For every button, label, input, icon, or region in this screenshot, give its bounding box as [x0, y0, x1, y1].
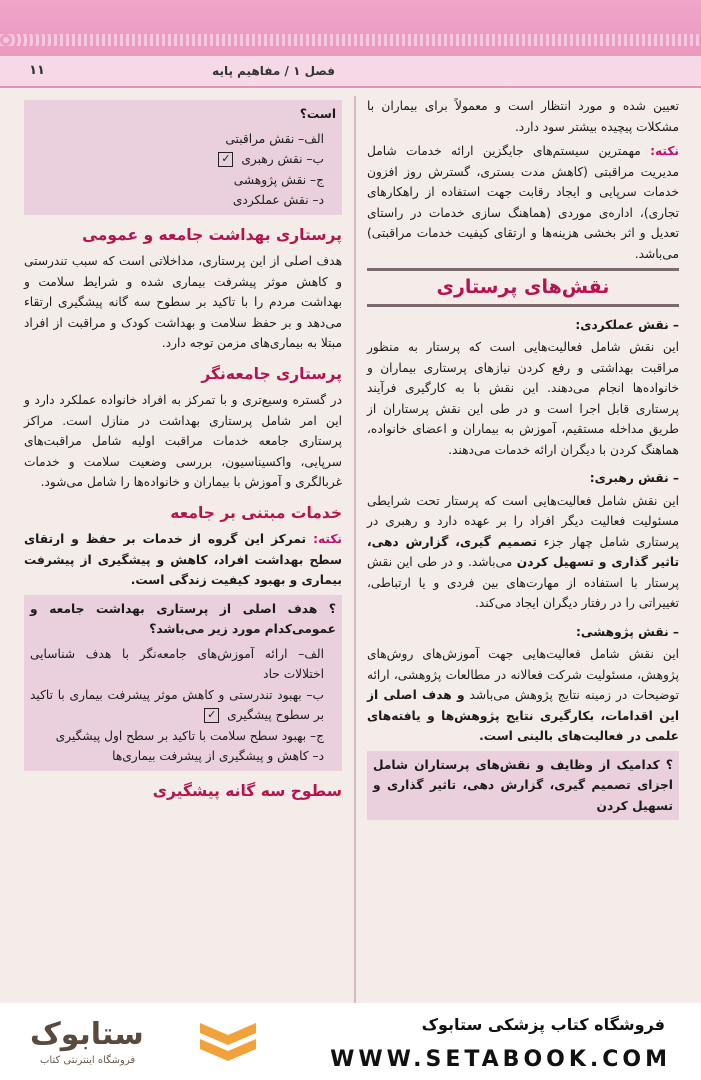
q2-option-b	[30, 685, 336, 726]
left-column	[24, 96, 342, 1003]
book-logo-icon	[196, 1015, 260, 1069]
question2-box	[24, 595, 342, 771]
q2-option-b-text: ب– بهبود تندرستی و کاهش موثر پیشرفت بیماری با تاکید بر سطوح پیشگیری	[30, 687, 324, 722]
section-rule-top	[367, 268, 679, 271]
section-title: نقش‌های پرستاری	[436, 276, 610, 298]
note2-paragraph	[24, 529, 342, 591]
section3-title: خدمات مبتنی بر جامعه	[170, 503, 342, 522]
logo-text: ستابوک	[30, 1017, 144, 1052]
question-box: ؟ کدامیک از وظایف و نقش‌های پرستاران شامل اجزای تصمیم گیری، گزارش دهی، تاثیر گذاری و تسهیل کردن	[367, 751, 679, 821]
option-d: د– نقش عملکردی	[232, 193, 324, 207]
note-text: مهمترین سیستم‌های جایگزین ارائه خدمات شامل مدیریت مراقبتی (کاهش مدت بستری، گسترش روز افزون خدمات سرپایی و ایجاد رقابت جهت استفاده از راهکارهای تجاری)، اداره‌ی موردی (هماهنگ سازی خدمات در راستای تعدیل و اثر بخشی هزینه‌ها و ارتقای کیفیت خدمات مراقبتی) می‌باشد.	[367, 144, 679, 261]
question2-text: ؟ هدف اصلی از پرستاری بهداشت جامعه و عمومی‌کدام مورد زیر می‌باشد؟	[30, 601, 336, 636]
section2-title: پرستاری جامعه‌نگر	[201, 364, 342, 383]
section2-text: در گستره وسیع‌تری و با تمرکز به افراد خانواده عملکرد دارد و این امر شامل پرستاری بهداشت در منازل است. مراکز پرستاری جامعه خدمات مراقبت اولیه شامل مراقبت‌های سرپایی، واکسیناسیون، بررسی وضعیت سلامت و خدمات غربالگری و آموزش با بیماران و خانواده‌ها را شامل می‌شود.	[24, 393, 342, 489]
q2-option-d: د– کاهش و پیشگیری از پیشرفت بیماری‌ها	[112, 749, 324, 763]
note2-tag: نکته:	[313, 532, 342, 546]
note2-text: تمرکز این گروه از خدمات بر حفظ و ارتقای سطح بهداشت افراد، کاهش و پیشگیری از پیشرفت بیماری و بهبود کیفیت زندگی است.	[24, 532, 342, 587]
section-rule-bottom	[367, 304, 679, 307]
chapter-title: فصل ۱ / مفاهیم پایه	[212, 64, 335, 78]
checkmark-icon: ✓	[204, 708, 219, 723]
role2-text-b: می‌باشد. و در طی این نقش پرستار با استفاده از مهارت‌های بین فردی و یا ارتباطی، تغییراتی را در رفتار دیگران ایجاد می‌کند.	[367, 555, 679, 610]
logo-subtitle: فروشگاه اینترنتی کتاب	[40, 1055, 136, 1066]
role3-bold: و هدف اصلی از این اقدامات، بکارگیری نتایج پژوهش‌ها و یافته‌های علمی در فعالیت‌های بالینی است.	[367, 688, 679, 743]
store-url[interactable]: WWW.SETABOOK.COM	[330, 1047, 671, 1072]
question-tail: است؟	[299, 107, 336, 121]
role1-text: این نقش شامل فعالیت‌هایی است که پرستار به منظور مراقبت بهداشتی و رفع کردن نیازهای پرستاری بیماران و خانواده‌ها انجام می‌دهند. این نقش با به کارگیری فرآیند پرستاری قابل اجرا است و در طی این نقش پرستاران از طریق مداخله مستقیم، آموزش به بیماران و اعضای خانواده، هماهنگ کردن با دیگران ارائه خدمات می‌دهند.	[367, 340, 679, 457]
section4-title: سطوح سه گانه پیشگیری	[152, 781, 342, 800]
store-name: فروشگاه کتاب پزشکی ستابوک	[421, 1015, 665, 1034]
intro-text: تعیین شده و مورد انتظار است و معمولاً برای بیماران با مشکلات پیچیده بیشتر سود دارد.	[367, 99, 679, 134]
role2-text-a: این نقش شامل فعالیت‌هایی است که پرستار تحت شرایطی مسئولیت فعالیت دیگر افراد را بر عهده دارد و رهبری در پرستاری شامل چهار جزء	[367, 493, 679, 549]
role2-bold: تصمیم گیری، گزارش دهی، تاثیر گذاری و تسهیل کردن	[367, 534, 680, 569]
checkmark-icon: ✓	[218, 152, 233, 167]
role2-title: – نقش رهبری:	[589, 471, 679, 485]
role2-paragraph	[367, 491, 679, 614]
section1-text: هدف اصلی از این پرستاری، مداخلاتی است که سبب تندرستی و کاهش موثر پیشرفت بیماری شده و شرایط سلامت و بهداشت مردم را با تاکید بر سطوح سه گانه پیشگیری ارتقاء می‌دهد و بر حفظ سلامت و بهداشت کودک و مراقبت از افراد مبتلا به بیماری‌های مزمن توجه دارد.	[24, 254, 342, 350]
option-a: الف– نقش مراقبتی	[225, 131, 324, 146]
section1-title: پرستاری بهداشت جامعه و عمومی	[82, 225, 342, 244]
header-ornament	[0, 34, 701, 46]
q2-option-c: ج– بهبود سطح سلامت با تاکید بر سطح اول پیشگیری	[55, 728, 324, 743]
role3-paragraph	[367, 644, 679, 747]
role3-title: – نقش پژوهشی:	[576, 624, 679, 639]
option-b	[30, 149, 336, 170]
note-paragraph	[367, 141, 679, 264]
role1-title: – نقش عملکردی:	[575, 317, 679, 332]
page-number: ۱۱	[29, 63, 45, 78]
option-c: ج– نقش پژوهشی	[233, 172, 324, 187]
footer-banner	[0, 1003, 701, 1080]
note-tag: نکته:	[650, 144, 680, 158]
q2-option-a: الف– ارائه آموزش‌های جامعه‌نگر با هدف شناسایی اختلالات حاد	[30, 646, 324, 681]
option-b-text: ب– نقش رهبری	[241, 152, 324, 166]
right-column	[367, 96, 679, 1003]
role3-text: این نقش شامل فعالیت‌هایی جهت آموزش‌های روش‌های پژوهش، مسئولیت شرکت فعالانه در مطالعات پژوهشی، ارائه توضیحات در زمینه نتایج پژوهش می‌باشد	[367, 647, 679, 702]
question-options-box	[24, 100, 342, 215]
column-divider	[354, 96, 356, 1003]
